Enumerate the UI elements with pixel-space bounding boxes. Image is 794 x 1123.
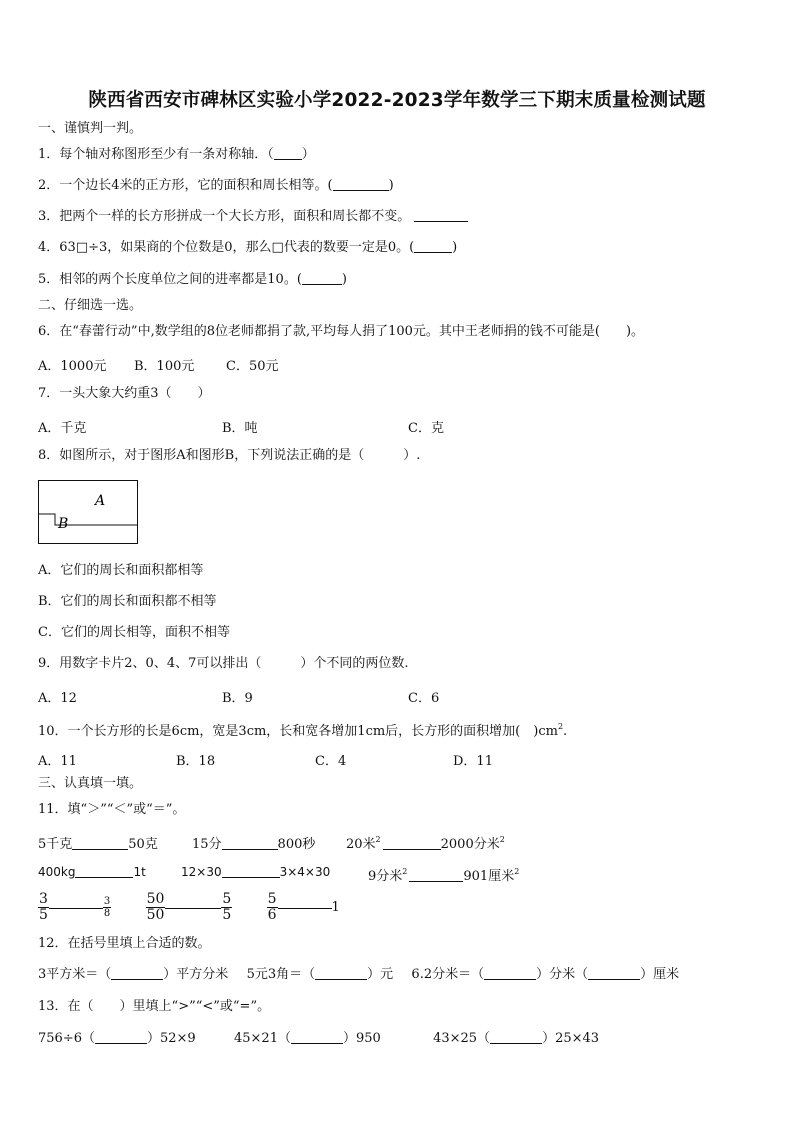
answer-blank[interactable]: [278, 907, 332, 909]
answer-blank[interactable]: [291, 1031, 343, 1044]
answer-blank[interactable]: [111, 967, 163, 980]
answer-blank[interactable]: [414, 240, 452, 253]
numerator: 5: [222, 891, 232, 907]
fraction: [38, 892, 49, 923]
prompt-part: ）950: [342, 1031, 381, 1046]
prompt-part: ）元: [367, 967, 394, 982]
prompt-part: 6.2分米＝（: [411, 967, 485, 982]
compare-item: [192, 833, 315, 852]
option-b[interactable]: B．9: [222, 691, 253, 706]
numerator: 3: [39, 891, 48, 907]
paren-close: ）: [301, 147, 315, 162]
question-10: [38, 719, 567, 740]
section-heading-3: 三、认真填一填。: [38, 776, 143, 791]
left-value: 15分: [192, 837, 222, 852]
prompt-part: ）平方分米: [163, 967, 229, 982]
section-heading-1: 一、谨慎判一判。: [38, 121, 143, 136]
fraction: [103, 896, 111, 919]
question-12: 12．在括号里填上合适的数。: [38, 936, 211, 951]
answer-blank[interactable]: [75, 865, 133, 878]
option-d[interactable]: D．11: [453, 754, 493, 769]
denominator: 5: [222, 907, 232, 923]
question-4-text: 4．63□÷3，如果商的个位数是0，那么□代表的数要一定是0。(: [38, 240, 415, 255]
question-7: 7．一头大象大约重3（ ）: [38, 386, 211, 401]
right-value: 901厘米: [463, 869, 515, 884]
right-value: 3×4×30: [279, 865, 331, 879]
question-10-options: [38, 750, 758, 769]
answer-blank[interactable]: [315, 967, 367, 980]
compare-item: [38, 833, 158, 852]
right-value: 50克: [128, 837, 158, 852]
question-2: [38, 178, 394, 194]
question-12-row: [38, 967, 679, 983]
dividing-line: [39, 514, 138, 525]
question-3-text: 3．把两个一样的长方形拼成一个大长方形，面积和周长都不变。: [38, 209, 411, 224]
denominator: 6: [267, 907, 277, 923]
answer-blank[interactable]: [222, 837, 278, 850]
prompt-part: ）25×43: [542, 1031, 600, 1046]
period: .: [563, 724, 568, 739]
answer-blank[interactable]: [49, 907, 103, 909]
question-11-row-3: [38, 888, 340, 928]
option-c[interactable]: C．6: [408, 691, 440, 706]
question-13: 13．在（ ）里填上“>”“<”或“=”。: [38, 999, 271, 1014]
denominator: 5: [39, 907, 48, 923]
label-b: B: [58, 516, 69, 532]
answer-blank[interactable]: [165, 907, 221, 909]
question-1-text: 1．每个轴对称图形至少有一条对称轴．（: [38, 147, 274, 162]
question-13-row: [38, 1031, 599, 1047]
question-3: [38, 209, 468, 225]
paren-close: ): [452, 240, 458, 255]
question-6-options: [38, 355, 758, 374]
answer-blank[interactable]: [490, 1031, 542, 1044]
left-value: 9分米: [368, 869, 403, 884]
question-8-option-a[interactable]: A．它们的周长和面积都相等: [38, 563, 204, 578]
prompt-part: 3平方米＝（: [38, 967, 112, 982]
question-5-text: 5．相邻的两个长度单位之间的进率都是10。(: [38, 272, 302, 287]
prompt-part: 43×25（: [433, 1031, 491, 1046]
prompt-part: 756÷6（: [38, 1031, 95, 1046]
prompt-part: ）分米（: [536, 967, 589, 982]
prompt-part: 5元3角＝（: [246, 967, 316, 982]
answer-blank[interactable]: [95, 1031, 147, 1044]
question-5: [38, 272, 347, 288]
option-b[interactable]: B．18: [176, 754, 216, 769]
option-a[interactable]: A．千克: [38, 421, 87, 436]
answer-blank[interactable]: [588, 967, 640, 980]
denominator: 50: [146, 907, 165, 923]
right-value: 1: [331, 900, 340, 915]
superscript: 2: [375, 835, 381, 844]
option-c[interactable]: C．克: [408, 421, 444, 436]
right-value: 1t: [133, 865, 146, 879]
right-value: 2000分米: [440, 837, 500, 852]
option-c[interactable]: C．4: [315, 754, 347, 769]
question-11-row-2: [38, 865, 758, 884]
answer-blank[interactable]: [383, 837, 441, 850]
superscript: 2: [514, 867, 520, 876]
compare-item: [38, 865, 146, 879]
question-8-option-b[interactable]: B．它们的周长和面积都不相等: [38, 594, 217, 609]
fraction: [221, 892, 232, 923]
option-a[interactable]: A．11: [38, 754, 77, 769]
question-1: [38, 147, 315, 163]
compare-item: [346, 833, 505, 852]
question-8-option-c[interactable]: C．它们的周长相等，面积不相等: [38, 625, 230, 640]
superscript: 2: [499, 835, 505, 844]
superscript: 2: [402, 867, 408, 876]
answer-blank[interactable]: [222, 865, 280, 878]
paren-close: ): [388, 178, 394, 193]
option-a[interactable]: A．1000元: [38, 359, 107, 374]
answer-blank[interactable]: [409, 869, 463, 882]
question-7-options: [38, 417, 758, 436]
answer-blank[interactable]: [414, 209, 468, 222]
numerator: 50: [146, 891, 165, 907]
answer-blank[interactable]: [72, 837, 128, 850]
question-2-text: 2．一个边长4米的正方形，它的面积和周长相等。(: [38, 178, 333, 193]
answer-blank[interactable]: [333, 178, 389, 191]
prompt-part: ）厘米: [640, 967, 680, 982]
right-value: 800秒: [277, 837, 316, 852]
paren-close: ): [341, 272, 347, 287]
option-b[interactable]: B．100元: [134, 359, 195, 374]
left-value: 20米: [346, 837, 376, 852]
label-a: A: [95, 493, 106, 509]
option-a[interactable]: A．12: [38, 691, 77, 706]
fraction: [146, 892, 166, 923]
superscript: 2: [557, 722, 564, 731]
compare-item: [368, 865, 519, 884]
fraction: [267, 892, 278, 923]
question-8: 8．如图所示，对于图形A和图形B，下列说法正确的是（ ）.: [38, 448, 421, 463]
question-11: 11．填“＞”“＜”或“＝”。: [38, 802, 186, 817]
answer-blank[interactable]: [302, 272, 342, 285]
shapes-a-b-figure: [38, 480, 140, 546]
answer-blank[interactable]: [274, 147, 302, 160]
prompt-part: ）52×9: [146, 1031, 196, 1046]
numerator: 3: [103, 896, 111, 907]
compare-item: [181, 865, 330, 879]
question-6: 6．在“春蕾行动”中,数学组的8位老师都捐了款,平均每人捐了100元。其中王老师捐的钱不可能是( )。: [38, 324, 645, 339]
question-4: [38, 240, 457, 256]
left-value: 12×30: [181, 865, 222, 879]
question-9: 9．用数字卡片2、0、4、7可以排出（ ）个不同的两位数.: [38, 656, 409, 671]
option-c[interactable]: C．50元: [226, 359, 279, 374]
figure-outline: [39, 481, 138, 544]
left-value: 5千克: [38, 837, 73, 852]
question-11-row-1: [38, 833, 758, 852]
left-value: 400kg: [38, 865, 76, 879]
answer-blank[interactable]: [484, 967, 536, 980]
question-10-text: 10．一个长方形的长是6cm，宽是3cm，长和宽各增加1cm后，长方形的面积增加( )cm: [38, 724, 558, 739]
section-heading-2: 二、仔细选一选。: [38, 298, 143, 313]
prompt-part: 45×21（: [233, 1031, 291, 1046]
option-b[interactable]: B．吨: [222, 421, 258, 436]
question-9-options: [38, 687, 758, 706]
exam-title: 陕西省西安市碑林区实验小学2022-2023学年数学三下期末质量检测试题: [88, 90, 706, 111]
numerator: 5: [267, 891, 277, 907]
denominator: 8: [103, 908, 111, 919]
